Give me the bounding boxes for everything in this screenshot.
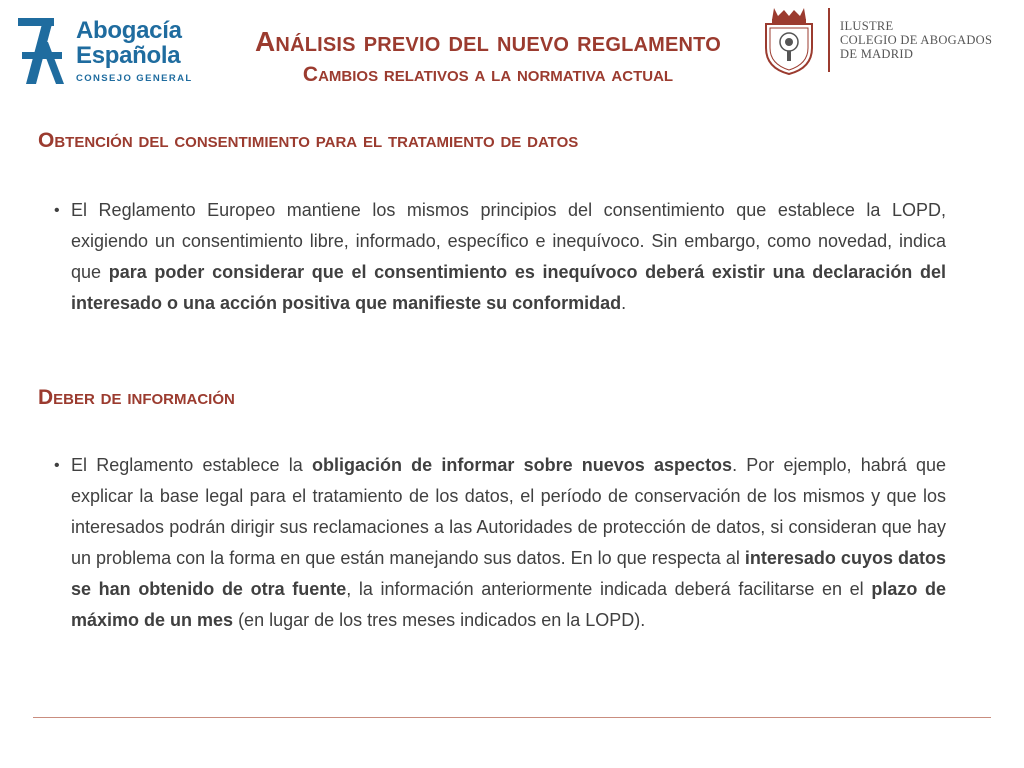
bold-text: interesado cuyos datos se han obtenido de otra fuente	[71, 548, 946, 599]
logo-line-3: CONSEJO GENERAL	[76, 72, 193, 84]
colegio-abogados-logo	[760, 4, 992, 76]
slide-header	[0, 0, 1024, 110]
bullet-text: El Reglamento establece la obligación de informar sobre nuevos aspectos. Por ejemplo, habrá que explicar la base legal para el tratamiento de los datos, el período de conservación de los mismos y que los interesados podrán dirigir sus reclamaciones a las Autoridades de protección de datos, si consideran que hay un problema con la forma en que están manejando sus datos. En lo que respecta al interesado cuyos datos se han obtenido de otra fuente, la información anteriormente indicada deberá facilitarse en el plazo de máximo de un mes (en lugar de los tres meses indicados en la LOPD).	[71, 455, 946, 630]
colegio-line-1: ILUSTRE	[840, 19, 894, 33]
bold-text: obligación de informar sobre nuevos aspectos	[311, 455, 733, 475]
footer-divider	[33, 717, 991, 718]
section-heading-consentimiento: Obtención del consentimiento para el tratamiento de datos	[38, 129, 579, 152]
title-block	[228, 26, 748, 87]
bullet-text: El Reglamento Europeo mantiene los mismos principios del consentimiento que establece la LOPD, exigiendo un consentimiento libre, informado, específico e inequívoco. Sin embargo, como novedad, indica que para poder considerar que el consentimiento es inequívoco deberá existir una declaración del interesado o una acción positiva que manifieste su conformidad.	[71, 200, 946, 313]
bullet-dot-icon: •	[54, 202, 60, 219]
logo-line-2: Española	[76, 41, 181, 69]
logo-line-1: Abogacía	[76, 16, 182, 44]
section-heading-informacion: Deber de información	[38, 386, 235, 409]
bullet-dot-icon: •	[54, 457, 60, 474]
abogacia-logo-icon	[18, 18, 64, 84]
logo-separator	[828, 8, 830, 72]
colegio-line-3: DE MADRID	[840, 47, 914, 61]
bullet-consentimiento	[54, 195, 946, 319]
slide-subtitle: Cambios relativos a la normativa actual	[302, 63, 674, 86]
bullet-informacion	[54, 450, 946, 636]
colegio-line-2: COLEGIO DE ABOGADOS	[840, 33, 993, 47]
bold-text: para poder considerar que el consentimiento es inequívoco deberá existir una declaración del interesado o una acción positiva que manifieste su conformidad	[71, 262, 946, 313]
slide-title: Análisis previo del nuevo reglamento	[255, 26, 721, 57]
colegio-crest-icon	[760, 4, 818, 76]
bold-text: plazo de máximo de un mes	[71, 579, 946, 630]
abogacia-espanola-logo	[18, 18, 193, 84]
